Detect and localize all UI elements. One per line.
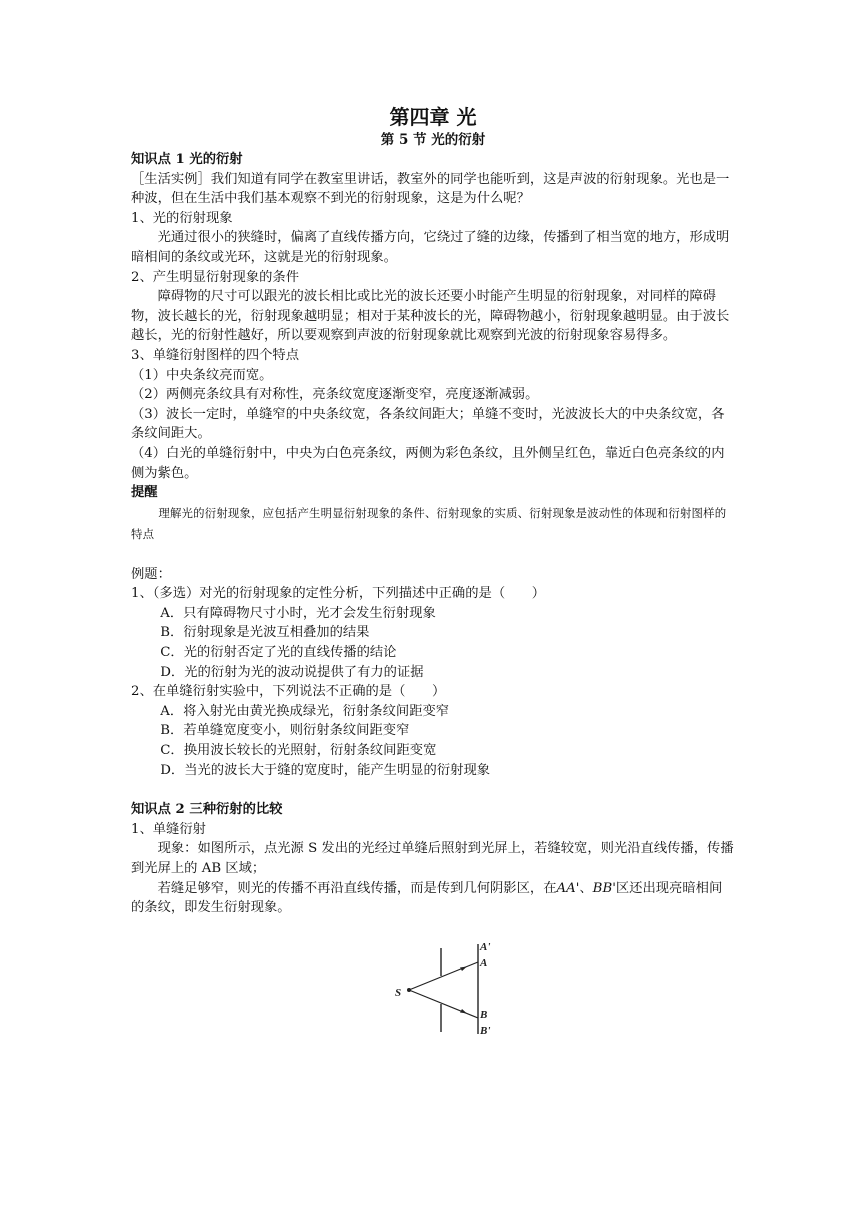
text-segment: 、 <box>579 880 593 896</box>
question-1-stem: 1、（多选）对光的衍射现象的定性分析，下列描述中正确的是（ ） <box>131 586 546 602</box>
life-example <box>131 170 735 209</box>
feature-item: （1）中央条纹亮而宽。 <box>131 367 273 383</box>
knowledge-point-1-heading: 知识点 1 光的衍射 <box>131 152 243 167</box>
question-1-option: D．光的衍射为光的波动说提供了有力的证据 <box>160 664 424 680</box>
spacer <box>131 545 735 565</box>
features-heading: 3、单缝衍射图样的四个特点 <box>131 347 300 363</box>
single-slit-diagram <box>393 938 503 1042</box>
label-a-prime: A' <box>480 941 491 953</box>
question-2-option: D．当光的波长大于缝的宽度时，能产生明显的衍射现象 <box>160 762 491 778</box>
ray-upper <box>409 962 478 990</box>
single-slit-text-1: 现象：如图所示，点光源 S 发出的光经过单缝后照射到光屏上，若缝较宽，则光沿直线传播，传播到光屏上的 AB 区域； <box>131 841 734 876</box>
diffraction-phenomenon-text: 光通过很小的狭缝时，偏离了直线传播方向，它绕过了缝的边缘，传播到了相当宽的地方，形成明暗相间的条纹或光环，这就是光的衍射现象。 <box>131 230 730 265</box>
label-b: B <box>480 1009 488 1021</box>
arrow-upper <box>460 967 467 972</box>
symbol-aa-prime: AA' <box>556 880 580 896</box>
question-2-option: A．将入射光由黄光换成绿光，衍射条纹间距变窄 <box>160 703 450 719</box>
ray-lower <box>409 990 478 1018</box>
chapter-title: 第四章 光 <box>389 105 477 129</box>
document-page <box>131 104 735 918</box>
question-1-option: A．只有障碍物尺寸小时，光才会发生衍射现象 <box>160 605 436 621</box>
question-1-option: C．光的衍射否定了光的直线传播的结论 <box>160 645 397 661</box>
conditions-heading: 2、产生明显衍射现象的条件 <box>131 269 300 285</box>
single-slit-text-2 <box>131 879 735 918</box>
feature-item: （2）两侧亮条纹具有对称性，亮条纹宽度逐渐变窄，亮度逐渐减弱。 <box>131 387 539 403</box>
tip-heading: 提醒 <box>131 485 158 501</box>
symbol-bb-prime: BB' <box>592 880 616 896</box>
arrow-lower <box>460 1009 467 1014</box>
question-2-option: C．换用波长较长的光照射，衍射条纹间距变宽 <box>160 743 437 759</box>
point-source <box>407 988 411 992</box>
text-segment: 区还出现亮暗相间的条纹，即发生衍射现象。 <box>131 880 723 916</box>
question-1-option: B．衍射现象是光波互相叠加的结果 <box>160 625 370 641</box>
feature-item: （4）白光的单缝衍射中，中央为白色亮条纹，两侧为彩色条纹，且外侧呈红色，靠近白色亮条纹的内侧为紫色。 <box>131 445 725 481</box>
feature-item: （3）波长一定时，单缝窄的中央条纹宽，各条纹间距大；单缝不变时，光波波长大的中央条纹宽，各条纹间距大。 <box>131 406 725 442</box>
label-s: S <box>395 987 402 999</box>
examples-heading: 例题： <box>131 566 171 582</box>
spacer <box>131 780 735 800</box>
diffraction-phenomenon-heading: 1、光的衍射现象 <box>131 210 233 226</box>
single-slit-heading: 1、单缝衍射 <box>131 821 206 837</box>
conditions-text: 障碍物的尺寸可以跟光的波长相比或比光的波长还要小时能产生明显的衍射现象，对同样的障碍物，波长越长的光，衍射现象越明显；相对于某种波长的光，障碍物越小，衍射现象越明显。由于波长越长，光的衍射性越好，所以要观察到声波的衍射现象就比观察到光波的衍射现象容易得多。 <box>131 289 730 344</box>
life-example-tag: ［生活实例］ <box>131 171 211 187</box>
life-example-text: 我们知道有同学在教室里讲话，教室外的同学也能听到，这是声波的衍射现象。光也是一种波，但在生活中我们基本观察不到光的衍射现象，这是为什么呢？ <box>131 171 730 207</box>
question-2-option: B．若单缝宽度变小，则衍射条纹间距变窄 <box>160 723 410 739</box>
section-title: 第 5 节 光的衍射 <box>380 132 486 148</box>
knowledge-point-2-heading: 知识点 2 三种衍射的比较 <box>131 802 283 818</box>
label-a: A <box>480 957 488 969</box>
text-segment: 若缝足够窄，则光的传播不再沿直线传播，而是传到几何阴影区，在 <box>157 880 557 896</box>
question-2-stem: 2、在单缝衍射实验中，下列说法不正确的是（ ） <box>131 684 446 700</box>
tip-text: 理解光的衍射现象，应包括产生明显衍射现象的条件、衍射现象的实质、衍射现象是波动性的体现和衍射图样的特点 <box>131 505 727 541</box>
label-b-prime: B' <box>480 1025 491 1037</box>
